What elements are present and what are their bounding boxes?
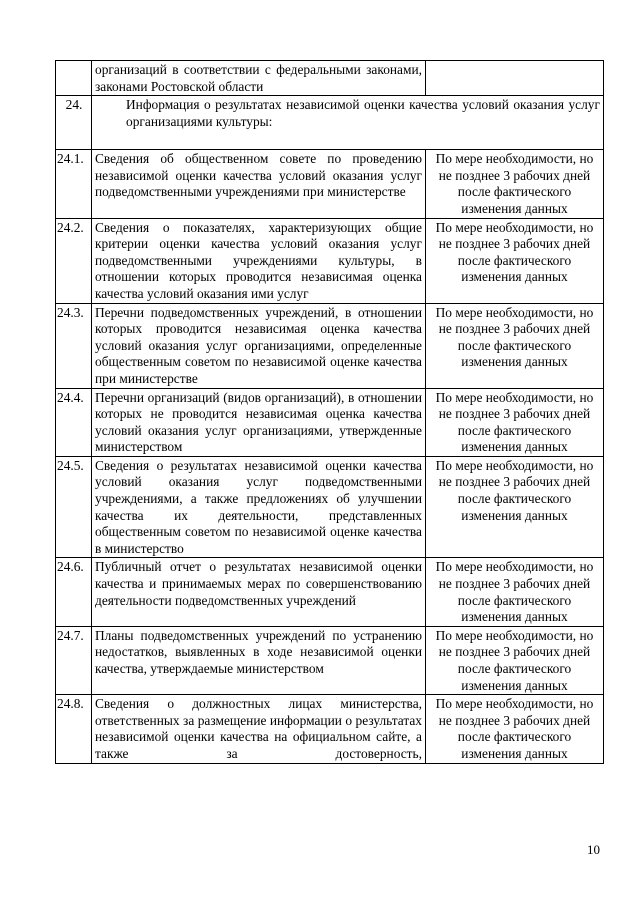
row-text: Перечни подведомственных учреждений, в отношении которых проводится независимая оценка качества условий оказания услуг организациями, определенные общественным советом по независимой оценке качества при министерстве	[92, 303, 426, 388]
row-deadline: По мере необходимости, но не позднее 3 рабочих дней после фактического изменения данных	[426, 303, 604, 388]
row-number: 24.1.	[56, 150, 92, 218]
row-text: Планы подведомственных учреждений по устранению недостатков, выявленных в ходе независимой оценки качества, утверждаемые министерством	[92, 626, 426, 694]
row-number: 24.8.	[56, 695, 92, 763]
row-number: 24.7.	[56, 626, 92, 694]
row-text: Публичный отчет о результатах независимой оценки качества и принимаемых мерах по совершенствованию деятельности подведомственных учреждений	[92, 558, 426, 626]
row-deadline: По мере необходимости, но не позднее 3 рабочих дней после фактического изменения данных	[426, 150, 604, 218]
row-text: Сведения об общественном совете по проведению независимой оценки качества условий оказания услуг подведомственными учреждениями при министерстве	[92, 150, 426, 218]
row-deadline: По мере необходимости, но не позднее 3 рабочих дней после фактического изменения данных	[426, 558, 604, 626]
table-row	[56, 626, 604, 694]
row-number: 24.3.	[56, 303, 92, 388]
row-text: Сведения о должностных лицах министерства, ответственных за размещение информации о результатах независимой оценки качества на официальном сайте, а также за достоверность,	[92, 695, 426, 763]
table-row	[56, 61, 604, 96]
row-number: 24.4.	[56, 388, 92, 456]
row-deadline: По мере необходимости, но не позднее 3 рабочих дней после фактического изменения данных	[426, 218, 604, 303]
table-row	[56, 558, 604, 626]
document-table	[55, 60, 604, 764]
row-text: Сведения о результатах независимой оценки качества условий оказания услуг подведомственными учреждениями, а также предложениях об улучшении качества их деятельности, представленных общественным советом по независимой оценке качества в министерство	[92, 456, 426, 558]
table-row	[56, 150, 604, 218]
table-row	[56, 388, 604, 456]
table-row	[56, 695, 604, 763]
row-text: организаций в соответствии с федеральными законами, законами Ростовской области	[92, 61, 426, 96]
table-row	[56, 96, 604, 150]
row-text: Сведения о показателях, характеризующих общие критерии оценки качества условий оказания услуг подведомственными учреждениями культуры, в отношении которых проводится независимая оценка качества условий оказания ими услуг	[92, 218, 426, 303]
row-deadline: По мере необходимости, но не позднее 3 рабочих дней после фактического изменения данных	[426, 388, 604, 456]
row-number: 24.6.	[56, 558, 92, 626]
table-row	[56, 303, 604, 388]
row-text: Перечни организаций (видов организаций), в отношении которых не проводится независимая оценка качества условий оказания услуг организациями, утвержденные министерством	[92, 388, 426, 456]
row-deadline: По мере необходимости, но не позднее 3 рабочих дней после фактического изменения данных	[426, 695, 604, 763]
row-number: 24.2.	[56, 218, 92, 303]
row-text: Информация о результатах независимой оценки качества условий оказания услуг организациями культуры:	[92, 96, 604, 150]
table-row	[56, 218, 604, 303]
row-deadline	[426, 61, 604, 96]
row-deadline: По мере необходимости, но не позднее 3 рабочих дней после фактического изменения данных	[426, 456, 604, 558]
table-row	[56, 456, 604, 558]
row-deadline: По мере необходимости, но не позднее 3 рабочих дней после фактического изменения данных	[426, 626, 604, 694]
page-number: 10	[587, 842, 600, 857]
row-number	[56, 61, 92, 96]
row-number: 24.5.	[56, 456, 92, 558]
row-number: 24.	[56, 96, 92, 150]
